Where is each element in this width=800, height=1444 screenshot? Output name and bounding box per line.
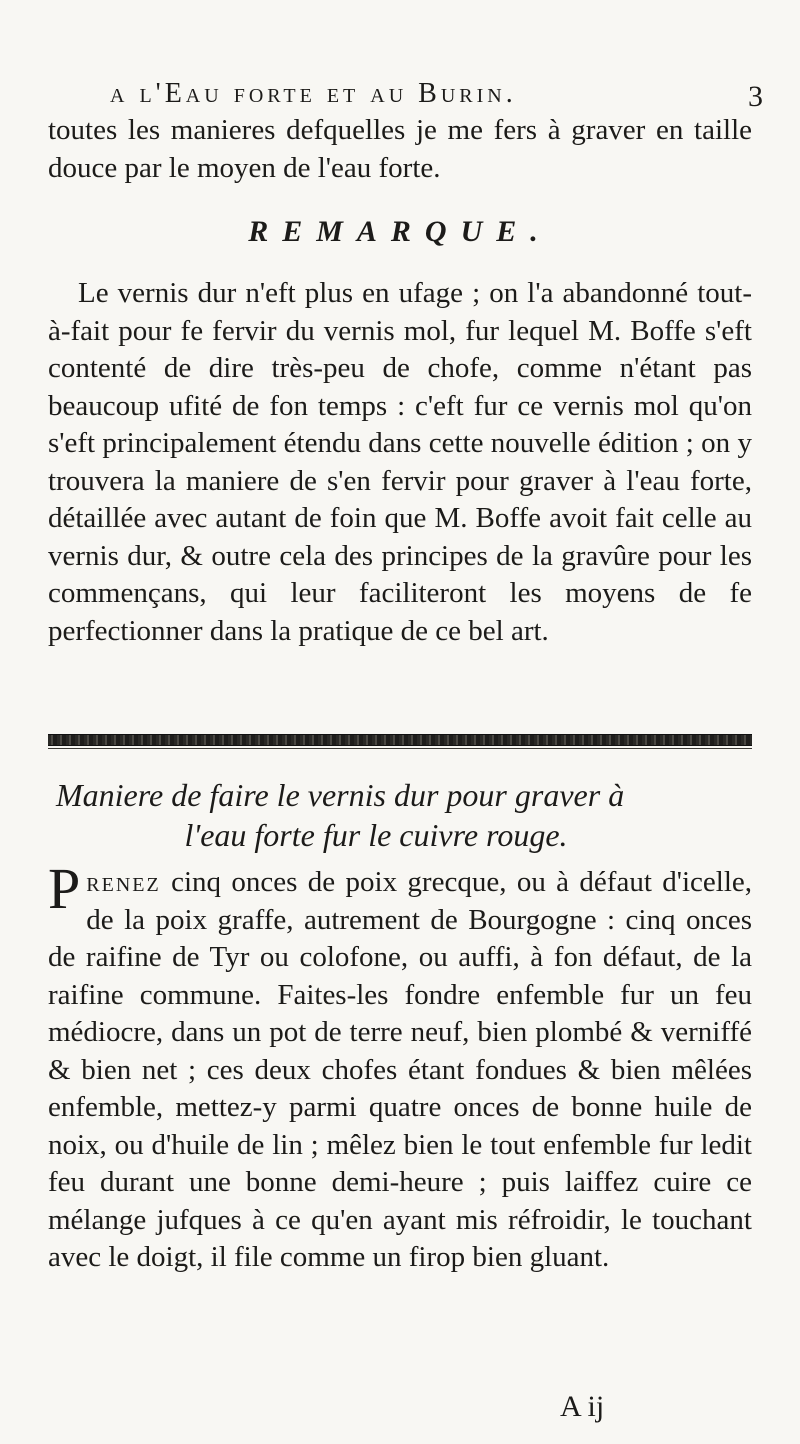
- section-heading-line-1: Maniere de faire le vernis dur pour graver à: [56, 777, 625, 813]
- ornamental-rule: [48, 734, 752, 746]
- remarque-title: REMARQUE.: [248, 215, 552, 248]
- running-head: a l'Eau forte et au Burin.: [110, 78, 517, 109]
- remarque-paragraph: Le vernis dur n'eft plus en ufage ; on l'a abandonné tout-à-fait pour fe fervir du vernis mol, fur lequel M. Boffe s'eft contenté de dire très-peu de chofe, comme n'étant pas beaucoup ufité de fon temps : c'eft fur ce vernis mol qu'on s'eft principalement étendu dans cette nouvelle édition ; on y trouvera la maniere de s'en fervir pour graver à l'eau forte, détaillée avec autant de foin que M. Boffe avoit fait celle au vernis dur, & outre cela des principes de la gravûre pour les commençans, qui leur faciliteront les moyens de fe perfectionner dans la pratique de ce bel art.: [48, 277, 752, 647]
- rule-underline: [48, 748, 752, 749]
- recipe-paragraph: [48, 856, 753, 1277]
- drop-cap: P: [48, 856, 81, 921]
- first-word-rest: renez: [86, 866, 161, 898]
- section-heading-line-2: l'eau forte fur le cuivre rouge.: [184, 817, 568, 853]
- signature-mark: A ij: [560, 1390, 605, 1423]
- section-heading: [56, 775, 756, 855]
- page-mark: 3: [748, 80, 763, 113]
- intro-paragraph: toutes les manieres defquelles je me fers à graver en taille douce par le moyen de l'eau forte.: [48, 114, 752, 184]
- recipe-text: cinq onces de poix grecque, ou à défaut d'icelle, de la poix graffe, autrement de Bourgogne : cinq onces de raifine de Tyr ou colofone, ou auffi, à fon défaut, de la raifine commune. Faites-les fondre enfemble fur un feu médiocre, dans un pot de terre neuf, bien plombé & verniffé & bien net ; ces deux chofes étant fondues & bien mêlées enfemble, mettez-y parmi quatre onces de bonne huile de noix, ou d'huile de lin ; mêlez bien le tout enfemble fur ledit feu durant une bonne demi-heure ; puis laiffez cuire ce mélange jufques à ce qu'en ayant mis réfroidir, le touchant avec le doigt, il file comme un firop bien gluant.: [48, 866, 753, 1273]
